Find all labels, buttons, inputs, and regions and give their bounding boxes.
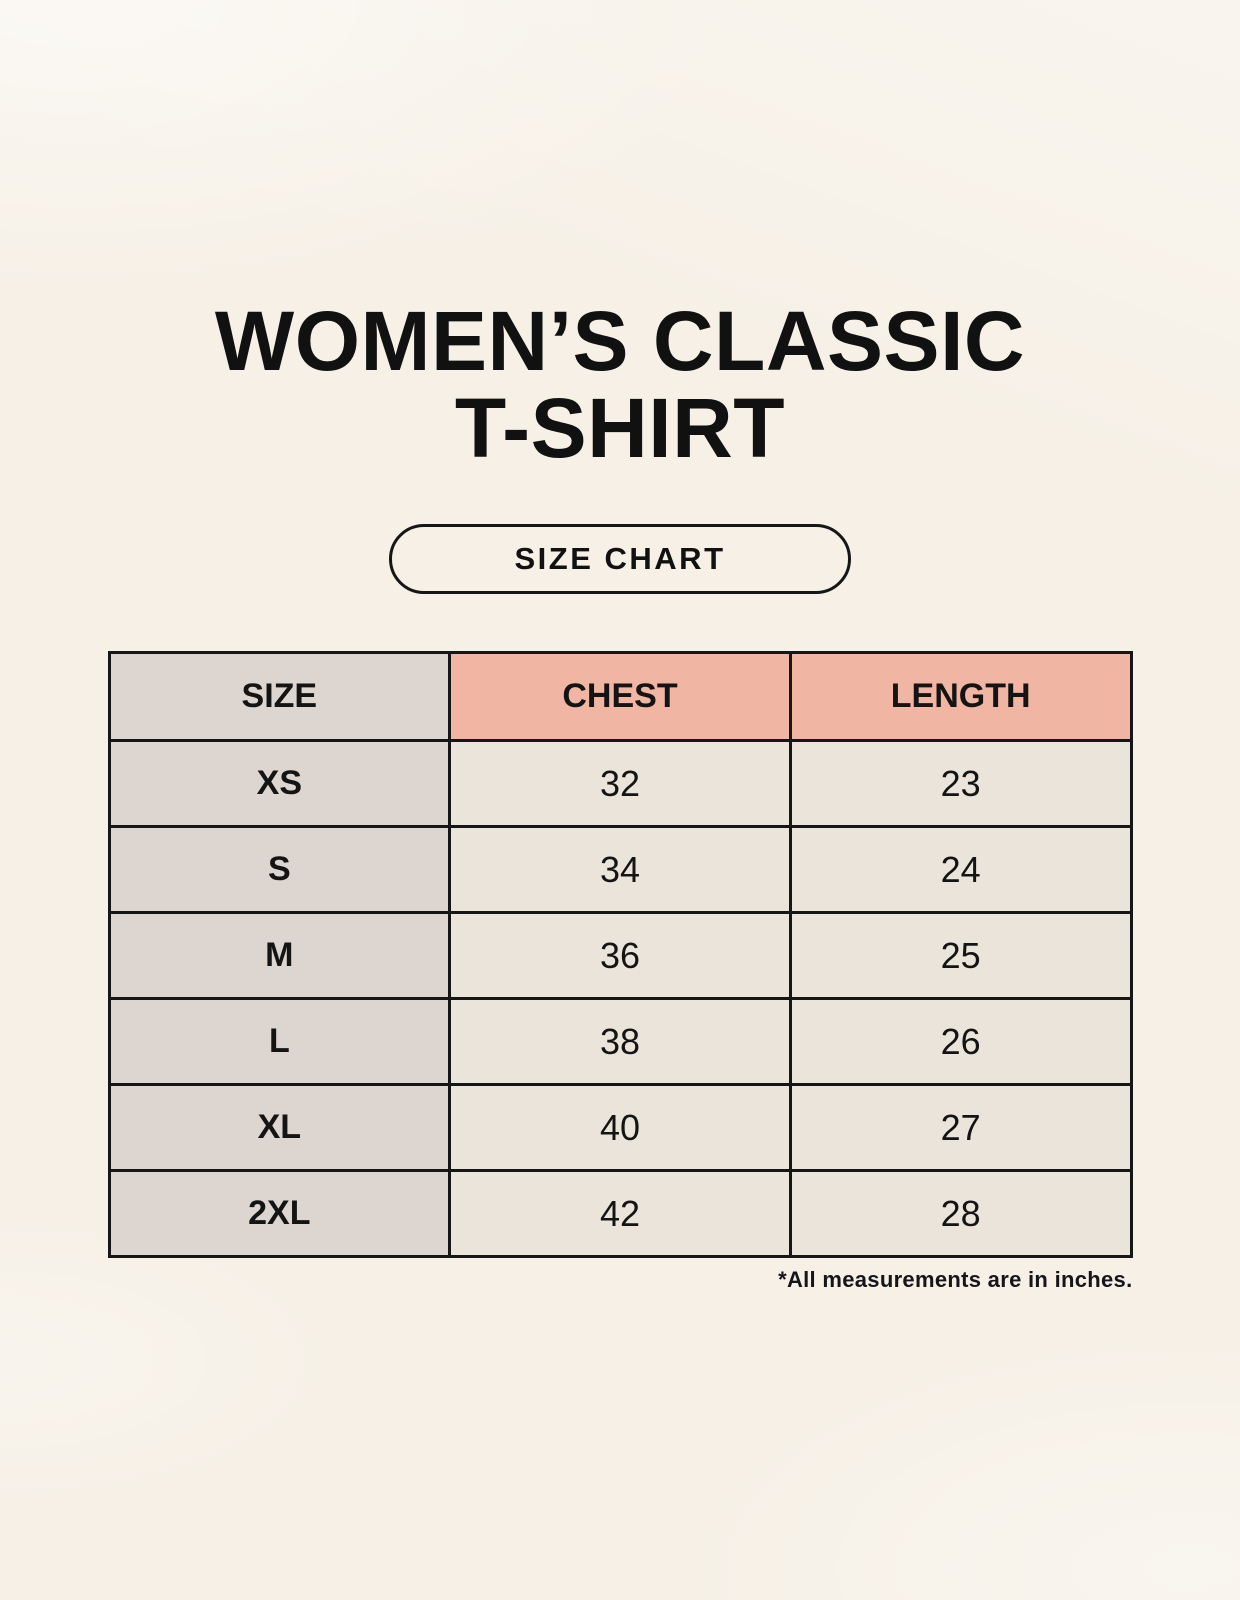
table-row	[109, 1171, 1131, 1257]
title-line-2: T-SHIRT	[454, 381, 786, 475]
length-cell: 27	[790, 1085, 1131, 1171]
size-chart-page	[108, 0, 1133, 1293]
table-row	[109, 999, 1131, 1085]
column-header-chest: CHEST	[450, 653, 791, 741]
size-table	[108, 651, 1133, 1258]
chest-cell: 42	[450, 1171, 791, 1257]
size-cell: 2XL	[109, 1171, 450, 1257]
title-line-1: WOMEN’S CLASSIC	[214, 294, 1026, 388]
table-row	[109, 1085, 1131, 1171]
length-cell: 28	[790, 1171, 1131, 1257]
length-cell: 25	[790, 913, 1131, 999]
size-cell: XL	[109, 1085, 450, 1171]
table-row	[109, 827, 1131, 913]
chest-cell: 38	[450, 999, 791, 1085]
size-cell: L	[109, 999, 450, 1085]
chest-cell: 34	[450, 827, 791, 913]
column-header-size: SIZE	[109, 653, 450, 741]
length-cell: 23	[790, 741, 1131, 827]
length-cell: 26	[790, 999, 1131, 1085]
size-table-body	[109, 741, 1131, 1257]
column-header-length: LENGTH	[790, 653, 1131, 741]
size-cell: M	[109, 913, 450, 999]
chest-cell: 36	[450, 913, 791, 999]
table-row	[109, 913, 1131, 999]
page-title	[108, 294, 1133, 475]
chest-cell: 32	[450, 741, 791, 827]
size-cell: XS	[109, 741, 450, 827]
size-cell: S	[109, 827, 450, 913]
table-header-row	[109, 653, 1131, 741]
size-chart-badge[interactable]	[389, 524, 851, 594]
measurements-footnote: *All measurements are in inches.	[778, 1267, 1133, 1292]
table-row	[109, 741, 1131, 827]
size-chart-badge-label: SIZE CHART	[514, 541, 726, 576]
length-cell: 24	[790, 827, 1131, 913]
chest-cell: 40	[450, 1085, 791, 1171]
